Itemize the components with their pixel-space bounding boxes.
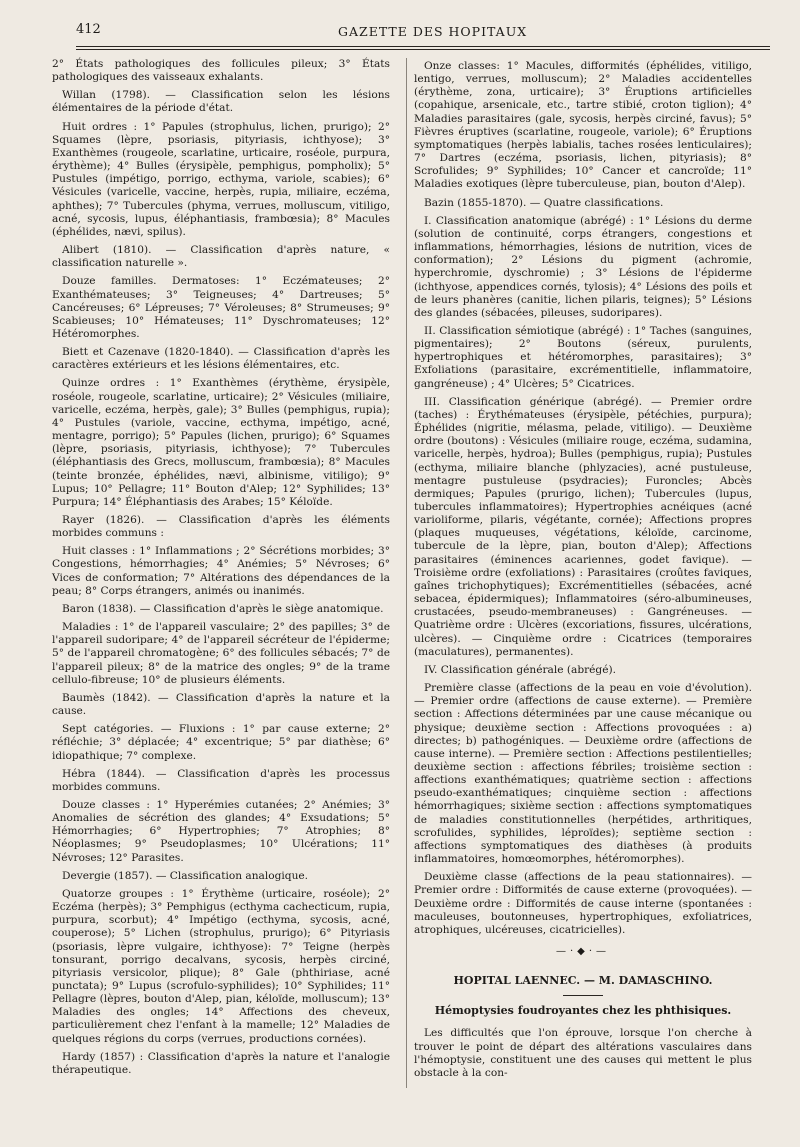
running-title: GAZETTE DES HOPITAUX xyxy=(338,24,528,39)
page-header xyxy=(0,0,800,52)
section-ornament: —·◆·— xyxy=(555,946,611,957)
paragraph: Douze familles. Dermatoses: 1° Eczémateuses; 2° Exanthémateuses; 3° Teigneuses; 4° Dartreuses; 5° Cancéreuses; 6° Lépreuses; 7° Véroleuses; 8° Strumeuses; 9° Scabieuses; 10° Hémateuses; 11° Dyschromateuses; 12° Hétéromorphes. xyxy=(52,275,390,340)
paragraph: Sept catégories. — Fluxions : 1° par cause externe; 2° réfléchie; 3° déplacée; 4° excentrique; 5° par diathèse; 6° idiopathique; 7° complexe. xyxy=(52,723,390,762)
paragraph: Onze classes: 1° Macules, difformités (éphélides, vitiligo, lentigo, verrues, molluscum); 2° Maladies accidentelles (érythème, zona, urticaire); 3° Éruptions artificielles (copahique, arsenicale, etc., tartre stibié, croton tiglion); 4° Maladies parasitaires (gale, sycosis, herpès circiné, favus); 5° Fièvres éruptives (scarlatine, rougeole, variole); 6° Éruptions symptomatiques (herpès labialis, taches rosées lenticulaires); 7° Dartres (eczéma, psoriasis, lichen, pityriasis); 8° Scrofulides; 9° Syphilides; 10° Cancer et cancroïde; 11° Maladies exotiques (lèpre tuberculeuse, pian, bouton d'Alep). xyxy=(414,60,752,191)
right-column xyxy=(414,60,752,1085)
paragraph: I. Classification anatomique (abrégé) : 1° Lésions du derme (solution de continuité, corps étrangers, congestions et inflammations, hémorrhagies, lésions de nutrition, vices de conformation); 2° Lésions du pigment (achromie, hyperchromie, dyschromie) ; 3° Lésions de l'épiderme (ichthyose, appendices cornés, tylosis); 4° Lésions des poils et de leurs phanères (canitie, lichen pilaris, teignes); 5° Lésions des glandes (sébacées, pileuses, sudoripares). xyxy=(414,214,752,319)
article-body: Les difficultés que l'on éprouve, lorsque l'on cherche à trouver le point de départ des altérations vasculaires dans l'hémoptysie, constituent une des causes qui mettent le plus obstacle à la con- xyxy=(414,1027,752,1079)
paragraph: Devergie (1857). — Classification analogique. xyxy=(62,869,309,882)
paragraph: 2° États pathologiques des follicules pileux; 3° États pathologiques des vaisseaux exhalants. xyxy=(52,58,390,84)
paragraph: Baron (1838). — Classification d'après le siège anatomique. xyxy=(62,602,384,615)
paragraph: Huit ordres : 1° Papules (strophulus, lichen, prurigo); 2° Squames (lèpre, psoriasis, pityriasis, ichthyose); 3° Exanthèmes (rougeole, scarlatine, urticaire, roséole, purpura, érythème); 4° Bulles (érysipèle, pemphigus, pompholix); 5° Pustules (impétigo, porrigo, ecthyma, variole, scabies); 6° Vésicules (varicelle, vaccine, herpès, rupia, miliaire, eczéma, aphthes); 7° Tubercules (phyma, verrues, molluscum, vitiligo, acné, sycosis, lupus, éléphantiasis, frambœsia); 8° Macules (éphélides, nævi, spilus). xyxy=(52,120,390,238)
column-divider xyxy=(406,58,407,1088)
paragraph: Première classe (affections de la peau en voie d'évolution). — Premier ordre (affections de cause externe). — Première section : Affections déterminées par une cause mécanique ou physique; deuxième section : Affections provoquées : a) directes; b) pathogéniques. — Deuxième ordre (affections de cause interne). — Première section : Affections pestilentielles; deuxième section : affections fébriles; troisième section : affections exanthématiques; quatrième section : affections pseudo-exanthématiques; cinquième section : affections hémorrhagiques; sixième section : affections symptomatiques de maladies constitutionnelles (herpétides, arthritiques, scrofulides, syphilides, léproïdes); septième section : affections symptomatiques des diathèses (à produits inflammatoires, homœomorphes, hétéromorphes). xyxy=(414,682,752,866)
hospital-heading: HOPITAL LAENNEC. — M. DAMASCHINO. xyxy=(453,974,713,988)
paragraph: Quinze ordres : 1° Exanthèmes (érythème, érysipèle, roséole, rougeole, scarlatine, urticaire); 2° Vésicules (miliaire, varicelle, eczéma, herpès, gale); 3° Bulles (pemphigus, rupia); 4° Pustules (variole, vaccine, ecthyma, impétigo, acné, mentagre, porrigo); 5° Papules (lichen, prurigo); 6° Squames (lèpre, psoriasis, pityriasis, ichthyose); 7° Tubercules (éléphantiasis des Grecs, molluscum, frambœsia); 8° Macules (teinte bronzée, éphélides, nævi, albinisme, vitiligo); 9° Lupus; 10° Pellagre; 11° Bouton d'Alep; 12° Syphilides; 13° Purpura; 14° Éléphantiasis des Arabes; 15° Kéloïde. xyxy=(52,377,390,508)
heading-rule xyxy=(563,995,603,996)
paragraph: Huit classes : 1° Inflammations ; 2° Sécrétions morbides; 3° Congestions, hémorrhagies; 4° Anémies; 5° Névroses; 6° Vices de conformation; 7° Altérations des dépendances de la peau; 8° Corps étrangers, animés ou inanimés. xyxy=(52,545,390,597)
paragraph: Hardy (1857) : Classification d'après la nature et l'analogie thérapeutique. xyxy=(52,1050,390,1076)
paragraph: Willan (1798). — Classification selon les lésions élémentaires de la période d'état. xyxy=(52,89,390,115)
paragraph: II. Classification sémiotique (abrégé) : 1° Taches (sanguines, pigmentaires); 2° Boutons (séreux, purulents, hypertrophiques et hétéromorphes, parasitaires); 3° Exfoliations (parasitaire, excrémentitielle, inflammatoire, gangréneuse) ; 4° Ulcères; 5° Cicatrices. xyxy=(414,324,752,390)
header-rule xyxy=(76,46,770,47)
header-rule-thin xyxy=(76,49,770,50)
paragraph: Hébra (1844). — Classification d'après les processus morbides communs. xyxy=(52,767,390,793)
paragraph: Bazin (1855-1870). — Quatre classifications. xyxy=(424,196,664,209)
paragraph: Baumès (1842). — Classification d'après la nature et la cause. xyxy=(52,691,390,718)
paragraph: Biett et Cazenave (1820-1840). — Classification d'après les caractères extérieurs et les lésions élémentaires, etc. xyxy=(52,346,390,372)
paragraph: Douze classes : 1° Hyperémies cutanées; 2° Anémies; 3° Anomalies de sécrétion des glandes; 4° Exsudations; 5° Hémorrhagies; 6° Hypertrophies; 7° Atrophies; 8° Néoplasmes; 9° Pseudoplasmes; 10° Ulcérations; 11° Névroses; 12° Parasites. xyxy=(52,798,390,864)
paragraph: Rayer (1826). — Classification d'après les éléments morbides communs : xyxy=(52,514,390,540)
paragraph: Deuxième classe (affections de la peau stationnaires). — Premier ordre : Difformités de cause externe (provoquées). — Deuxième ordre : Difformités de cause interne (spontanées : maculeuses, boutonneuses, hypertrophiques, exfoliatrices, atrophiques, ulcéreuses, cicatricielles). xyxy=(414,871,752,936)
paragraph: IV. Classification générale (abrégé). xyxy=(424,663,616,676)
paragraph: Alibert (1810). — Classification d'après nature, « classification naturelle ». xyxy=(52,244,390,270)
paragraph: Maladies : 1° de l'appareil vasculaire; 2° des papilles; 3° de l'appareil sudoripare; 4° de l'appareil sécréteur de l'épiderme; 5° de l'appareil chromatogène; 6° des follicules sébacés; 7° de l'appareil pileux; 8° de la matrice des ongles; 9° de la trame cellulo-fibreuse; 10° de plusieurs éléments. xyxy=(52,621,390,686)
paragraph: III. Classification générique (abrégé). — Premier ordre (taches) : Érythémateuses (érysipèle, pétéchies, purpura); Éphélides (nigritie, mélasma, pelade, vitiligo). — Deuxième ordre (boutons) : Vésicules (miliaire rouge, eczéma, sudamina, varicelle, herpès, hydroa); Bulles (pemphigus, rupia); Pustules (ecthyma, miliaire blanche (phlyzacies), acné pustuleuse, mentagre pustuleuse (psydracies); Furoncles; Abcès dermiques; Papules (prurigo, lichen); Tubercules (lupus, tubercules inflammatoires); Hypertrophies acnéiques (acné varioliforme, pilaris, végétante, cornée); Affections propres (plaques muqueuses, végétations, kéloïde, carcinome, tubercule de la lèpre, pian, bouton d'Alep); Affections parasitaires (éminences acariennes, godet favique). — Troisième ordre (exfoliations) : Parasitaires (croûtes faviques, gaînes trichophytiques); Excrémentitielles (sébacées, acné sebacea, épidermiques); Inflammatoires (séro-albumineuses, crustacées, pseudo-membraneuses) : Gangréneuses. — Quatrième ordre : Ulcères (excoriations, fissures, ulcérations, ulcères). — Cinquième ordre : Cicatrices (temporaires (maculatures), permanentes). xyxy=(414,395,752,658)
article-title: Hémoptysies foudroyantes chez les phthisiques. xyxy=(434,1004,732,1018)
left-column xyxy=(52,58,390,1082)
page-number: 412 xyxy=(76,22,101,37)
paragraph: Quatorze groupes : 1° Érythème (urticaire, roséole); 2° Eczéma (herpès); 3° Pemphigus (ecthyma cachecticum, rupia, purpura, scorbut); 4° Impétigo (ecthyma, sycosis, acné, couperose); 5° Lichen (strophulus, prurigo); 6° Pityriasis (psoriasis, lèpre vulgaire, ichthyose): 7° Teigne (herpès tonsurant, porrigo decalvans, sycosis, herpès circiné, pityriasis versicolor, plique); 8° Gale (phthiriase, acné punctata); 9° Lupus (scrofulo-syphilides); 10° Syphilides; 11° Pellagre (lèpres, bouton d'Alep, pian, kéloïde, molluscum); 13° Maladies des ongles; 14° Affections des cheveux, particulièrement chez l'enfant à la mamelle; 12° Maladies de quelques régions du corps (verrues, productions cornées). xyxy=(52,887,390,1045)
